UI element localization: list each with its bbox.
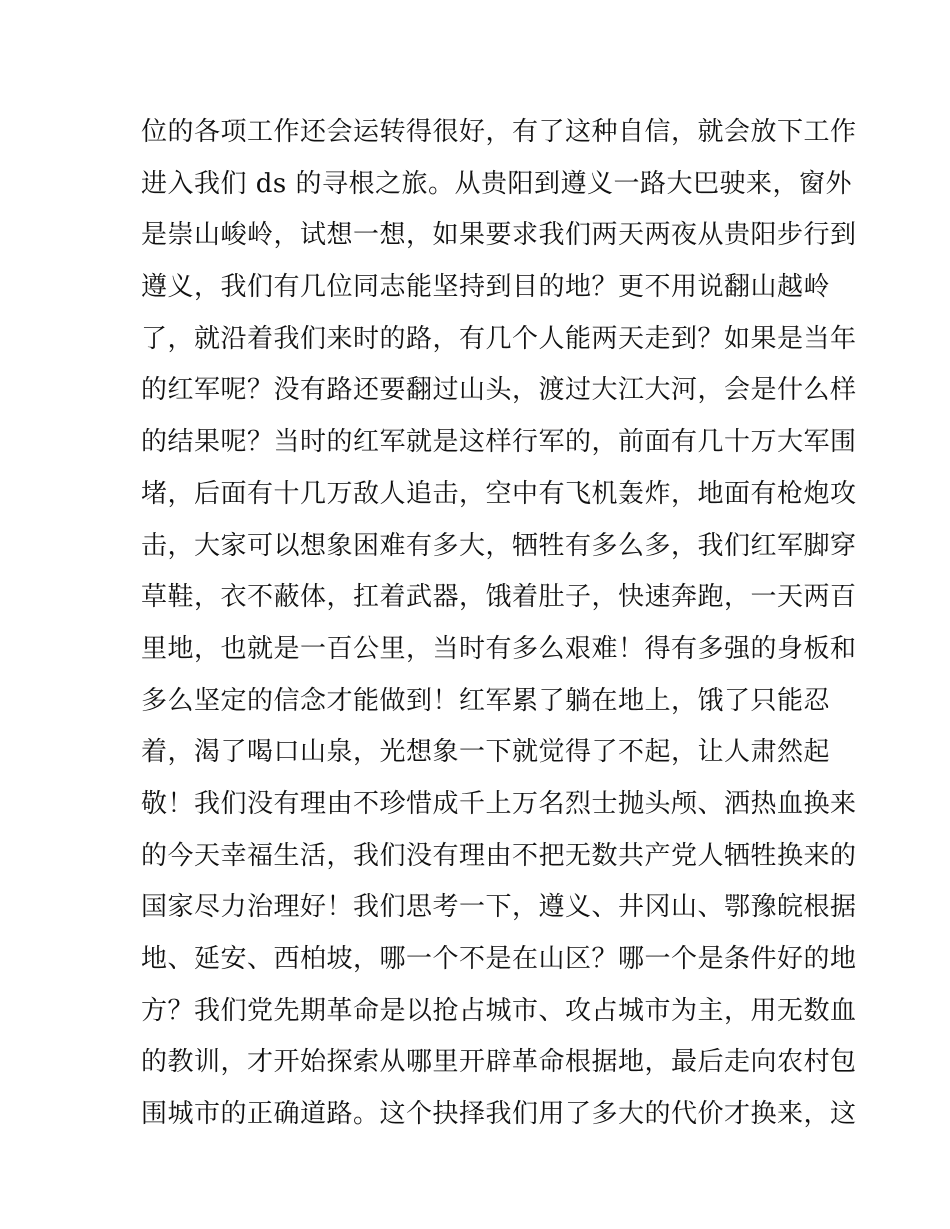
text-line: 遵义，我们有几位同志能坚持到目的地？更不用说翻山越岭 xyxy=(141,272,831,303)
text-line: 位的各项工作还会运转得很好，有了这种自信，就会放下工作 xyxy=(141,117,857,147)
text-line: 进入我们 ds 的寻根之旅。从贵阳到遵义一路大巴驶来，窗外 xyxy=(141,168,853,199)
text-line: 国家尽力治理好！我们思考一下，遵义、井冈山、鄂豫皖根据 xyxy=(141,892,857,923)
text-line: 方？我们党先期革命是以抢占城市、攻占城市为主，用无数血 xyxy=(141,995,857,1026)
text-line: 地、延安、西柏坡，哪一个不是在山区？哪一个是条件好的地 xyxy=(141,944,857,974)
text-line: 是崇山峻岭，试想一想，如果要求我们两天两夜从贵阳步行到 xyxy=(141,220,857,251)
text-line: 的今天幸福生活，我们没有理由不把无数共产党人牺牲换来的 xyxy=(141,840,857,871)
text-line: 围城市的正确道路。这个抉择我们用了多大的代价才换来，这 xyxy=(141,1099,857,1130)
text-line: 堵，后面有十几万敌人追击，空中有飞机轰炸，地面有枪炮攻 xyxy=(141,478,857,509)
text-line: 里地，也就是一百公里，当时有多么艰难！得有多强的身板和 xyxy=(141,633,857,664)
text-line: 击，大家可以想象困难有多大，牺牲有多么多，我们红军脚穿 xyxy=(141,530,857,561)
text-line: 的红军呢？没有路还要翻过山头，渡过大江大河，会是什么样 xyxy=(141,375,857,406)
text-line: 草鞋，衣不蔽体，扛着武器，饿着肚子，快速奔跑，一天两百 xyxy=(141,582,857,613)
text-line: 的教训，才开始探索从哪里开辟革命根据地，最后走向农村包 xyxy=(141,1047,857,1078)
text-line: 了，就沿着我们来时的路，有几个人能两天走到？如果是当年 xyxy=(141,323,857,354)
text-line: 的结果呢？当时的红军就是这样行军的，前面有几十万大军围 xyxy=(141,427,857,458)
text-line: 敬！我们没有理由不珍惜成千上万名烈士抛头颅、洒热血换来 xyxy=(141,788,857,819)
body-text xyxy=(141,107,857,1141)
text-line: 多么坚定的信念才能做到！红军累了躺在地上，饿了只能忍 xyxy=(141,685,831,716)
text-line: 着，渴了喝口山泉，光想象一下就觉得了不起，让人肃然起 xyxy=(141,737,831,768)
